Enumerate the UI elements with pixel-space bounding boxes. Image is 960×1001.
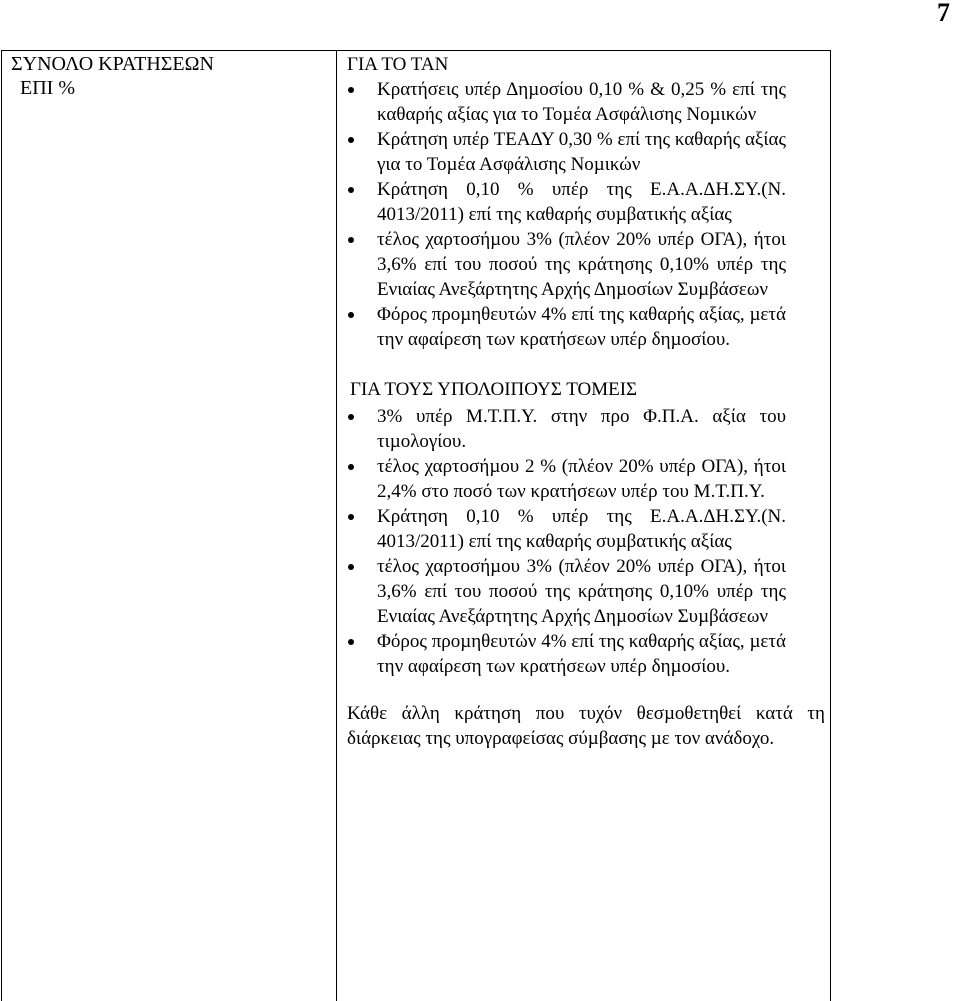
tan-heading: ΓΙΑ ΤΟ ΤΑΝ [347, 54, 449, 75]
page-number: 7 [937, 0, 950, 27]
list-item: Φόρος προµηθευτών 4% επί της καθαρής αξίας, µετά την αφαίρεση των κρατήσεων υπέρ δηµοσίου. [347, 302, 786, 352]
table-column-divider [336, 51, 337, 1001]
table-border-right [830, 51, 831, 1001]
list-item: τέλος χαρτοσήµου 3% (πλέον 20% υπέρ ΟΓΑ), ήτοι 3,6% επί του ποσού της κράτησης 0,10% υπέρ της Ενιαίας Ανεξάρτητης Αρχής Δηµοσίων Συµβάσεων [347, 227, 786, 302]
list-item: Φόρος προµηθευτών 4% επί της καθαρής αξίας, µετά την αφαίρεση των κρατήσεων υπέρ δηµοσίου. [347, 629, 786, 679]
list-item: τέλος χαρτοσήµου 3% (πλέον 20% υπέρ ΟΓΑ), ήτοι 3,6% επί του ποσού της κράτησης 0,10% υπέρ της Ενιαίας Ανεξάρτητης Αρχής Δηµοσίων Συµβάσεων [347, 554, 786, 629]
total-retentions-label-line2: ΕΠΙ % [20, 77, 75, 99]
list-item: 3% υπέρ Μ.Τ.Π.Υ. στην προ Φ.Π.Α. αξία του τιµολογίου. [347, 404, 786, 454]
list-item: Κράτηση 0,10 % υπέρ της Ε.Α.Α.ΔΗ.ΣΥ.(Ν. 4013/2011) επί της καθαρής συµβατικής αξίας [347, 504, 786, 554]
other-sectors-retentions-list [347, 404, 786, 679]
total-retentions-label-cell [11, 51, 331, 100]
list-item: τέλος χαρτοσήµου 2 % (πλέον 20% υπέρ ΟΓΑ), ήτοι 2,4% στο ποσό των κρατήσεων υπέρ του Μ.Τ.Π.Υ. [347, 454, 786, 504]
retentions-description-cell [347, 52, 825, 751]
list-item: Κράτηση υπέρ ΤΕΑΔΥ 0,30 % επί της καθαρής αξίας για το Τοµέα Ασφάλισης Νοµικών [347, 127, 786, 177]
tan-section [347, 52, 786, 352]
other-sectors-heading: ΓΙΑ ΤΟΥΣ ΥΠΟΛΟΙΠΟΥΣ ΤΟΜΕΙΣ [350, 379, 638, 400]
table-border-left [1, 51, 2, 1001]
total-retentions-label-line1: ΣΥΝΟΛΟ ΚΡΑΤΗΣΕΩΝ [11, 53, 214, 75]
tan-retentions-list [347, 77, 786, 352]
retentions-table [1, 50, 831, 1001]
other-sectors-section [347, 377, 786, 679]
closing-note: Κάθε άλλη κράτηση που τυχόν θεσµοθετηθεί κατά τη διάρκειας της υπογραφείσας σύµβασης µε τον ανάδοχο. [347, 703, 825, 749]
list-item: Κρατήσεις υπέρ Δηµοσίου 0,10 % & 0,25 % επί της καθαρής αξίας για το Τοµέα Ασφάλισης Νοµικών [347, 77, 786, 127]
list-item: Κράτηση 0,10 % υπέρ της Ε.Α.Α.ΔΗ.ΣΥ.(Ν. 4013/2011) επί της καθαρής συµβατικής αξίας [347, 177, 786, 227]
